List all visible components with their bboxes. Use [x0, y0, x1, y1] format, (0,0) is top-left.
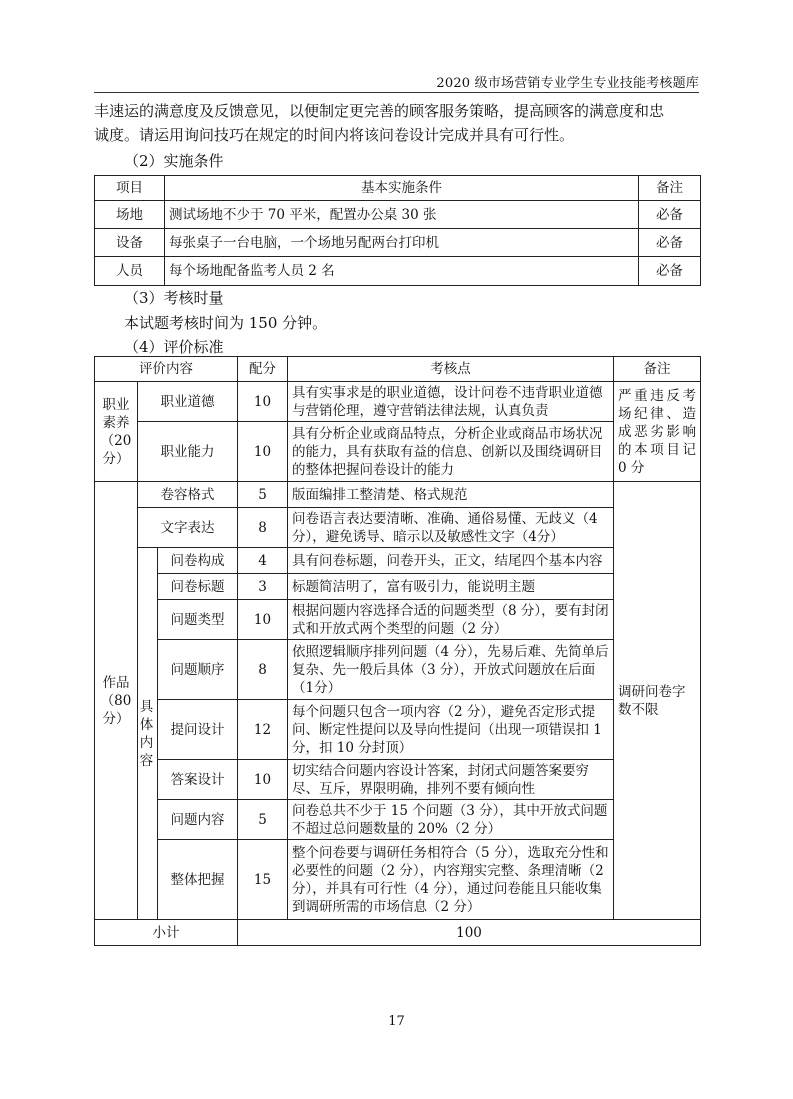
conditions-header-row — [95, 176, 701, 201]
table-row — [95, 257, 701, 286]
criterion-score: 8 — [238, 640, 288, 700]
row-item: 场地 — [95, 201, 165, 229]
criterion-points: 标题简洁明了，富有吸引力，能说明主题 — [288, 574, 614, 600]
evaluation-table — [94, 356, 701, 946]
criterion-name: 文字表达 — [138, 508, 238, 548]
table-row — [95, 800, 701, 840]
table-row — [95, 382, 701, 422]
criterion-name: 职业道德 — [138, 382, 238, 422]
col-header-note: 备注 — [639, 176, 701, 201]
table-row — [95, 548, 701, 574]
intro-line-1: 丰速运的满意度及反馈意见，以便制定更完善的顾客服务策略，提高顾客的满意度和忠 — [94, 102, 665, 120]
exam-duration-text: 本试题考核时间为 150 分钟。 — [124, 314, 328, 332]
table-row — [95, 482, 701, 508]
col-header-score: 配分 — [238, 357, 288, 382]
criterion-points: 每个问题只包含一项内容（2 分），避免否定形式提问、断定性提问以及导向性提问（出现一项错误扣 1 分，扣 10 分封顶） — [288, 700, 614, 760]
criterion-score: 8 — [238, 508, 288, 548]
criterion-points: 根据问题内容选择合适的问题类型（8 分），要有封闭式和开放式两个类型的问题（2 分） — [288, 600, 614, 640]
row-condition: 每张桌子一台电脑，一个场地另配两台打印机 — [165, 229, 639, 257]
criterion-name: 问卷标题 — [158, 574, 238, 600]
row-note: 必备 — [639, 229, 701, 257]
section-3-heading: （3）考核时量 — [124, 289, 224, 307]
criterion-name: 提问设计 — [158, 700, 238, 760]
table-row — [95, 760, 701, 800]
page-number: 17 — [388, 1014, 405, 1029]
table-row — [95, 229, 701, 257]
row-item: 人员 — [95, 257, 165, 286]
col-header-note: 备注 — [614, 357, 701, 382]
criterion-name: 卷容格式 — [138, 482, 238, 508]
table-row — [95, 508, 701, 548]
row-condition: 测试场地不少于 70 平米，配置办公桌 30 张 — [165, 201, 639, 229]
page-header-title: 2020 级市场营销专业学生专业技能考核题库 — [436, 76, 699, 91]
section-2-heading: （2）实施条件 — [124, 152, 224, 170]
criterion-points: 具有分析企业或商品特点，分析企业或商品市场状况的能力，具有获取有益的信息、创新以及围绕调研目的整体把握问卷设计的能力 — [288, 422, 614, 482]
criterion-score: 4 — [238, 548, 288, 574]
criterion-name: 问题类型 — [158, 600, 238, 640]
criterion-score: 10 — [238, 600, 288, 640]
row-item: 设备 — [95, 229, 165, 257]
row-note: 必备 — [639, 201, 701, 229]
criterion-score: 12 — [238, 700, 288, 760]
table-row — [95, 201, 701, 229]
criterion-name: 答案设计 — [158, 760, 238, 800]
header-divider — [94, 92, 699, 93]
table-row — [95, 422, 701, 482]
table-row — [95, 574, 701, 600]
criterion-score: 3 — [238, 574, 288, 600]
criterion-points: 切实结合问题内容设计答案，封闭式问题答案要穷尽、互斥，界限明确，排列不要有倾向性 — [288, 760, 614, 800]
col-header-points: 考核点 — [288, 357, 614, 382]
criterion-name: 问题内容 — [158, 800, 238, 840]
table-row — [95, 700, 701, 760]
criterion-points: 问卷总共不少于 15 个问题（3 分），其中开放式问题不超过总问题数量的 20%（2 分） — [288, 800, 614, 840]
criterion-score: 5 — [238, 482, 288, 508]
group-note-work: 调研问卷字数不限 — [614, 482, 701, 920]
criterion-score: 10 — [238, 760, 288, 800]
group-label-work: 作品（80分） — [95, 482, 138, 920]
subtotal-row — [95, 920, 701, 946]
criterion-name: 问卷构成 — [158, 548, 238, 574]
criterion-points: 依照逻辑顺序排列问题（4 分），先易后难、先简单后复杂、先一般后具体（3 分），开放式问题放在后面（1分） — [288, 640, 614, 700]
sublabel-specific-content: 具体内容 — [138, 548, 158, 920]
criterion-name: 职业能力 — [138, 422, 238, 482]
section-4-heading: （4）评价标准 — [124, 338, 224, 356]
criterion-score: 5 — [238, 800, 288, 840]
row-note: 必备 — [639, 257, 701, 286]
criterion-score: 10 — [238, 382, 288, 422]
row-condition: 每个场地配备监考人员 2 名 — [165, 257, 639, 286]
criterion-points: 整个问卷要与调研任务相符合（5 分），选取充分性和必要性的问题（2 分），内容翔实完整、条理清晰（2 分），并具有可行性（4 分），通过问卷能且只能收集到调研所需的市场信息（2 分） — [288, 840, 614, 920]
criterion-score: 15 — [238, 840, 288, 920]
col-header-condition: 基本实施条件 — [165, 176, 639, 201]
table-row — [95, 600, 701, 640]
table-row — [95, 640, 701, 700]
table-row — [95, 840, 701, 920]
col-header-content: 评价内容 — [95, 357, 238, 382]
conditions-table — [94, 175, 701, 286]
criterion-score: 10 — [238, 422, 288, 482]
criterion-points: 具有问卷标题，问卷开头，正文，结尾四个基本内容 — [288, 548, 614, 574]
group-label-professionalism: 职业素养（20分） — [95, 382, 138, 482]
eval-header-row — [95, 357, 701, 382]
intro-line-2: 诚度。请运用询问技巧在规定的时间内将该问卷设计完成并具有可行性。 — [94, 126, 575, 144]
criterion-name: 整体把握 — [158, 840, 238, 920]
criterion-points: 具有实事求是的职业道德，设计问卷不违背职业道德与营销伦理，遵守营销法律法规，认真负责 — [288, 382, 614, 422]
subtotal-value: 100 — [238, 920, 701, 946]
subtotal-label: 小计 — [95, 920, 238, 946]
criterion-points: 问卷语言表达要清晰、准确、通俗易懂、无歧义（4分），避免诱导、暗示以及敏感性文字（4分） — [288, 508, 614, 548]
col-header-item: 项目 — [95, 176, 165, 201]
criterion-name: 问题顺序 — [158, 640, 238, 700]
group-note-professionalism: 严重违反考场纪律、造成恶劣影响的本项目记 0 分 — [614, 382, 701, 482]
criterion-points: 版面编排工整清楚、格式规范 — [288, 482, 614, 508]
